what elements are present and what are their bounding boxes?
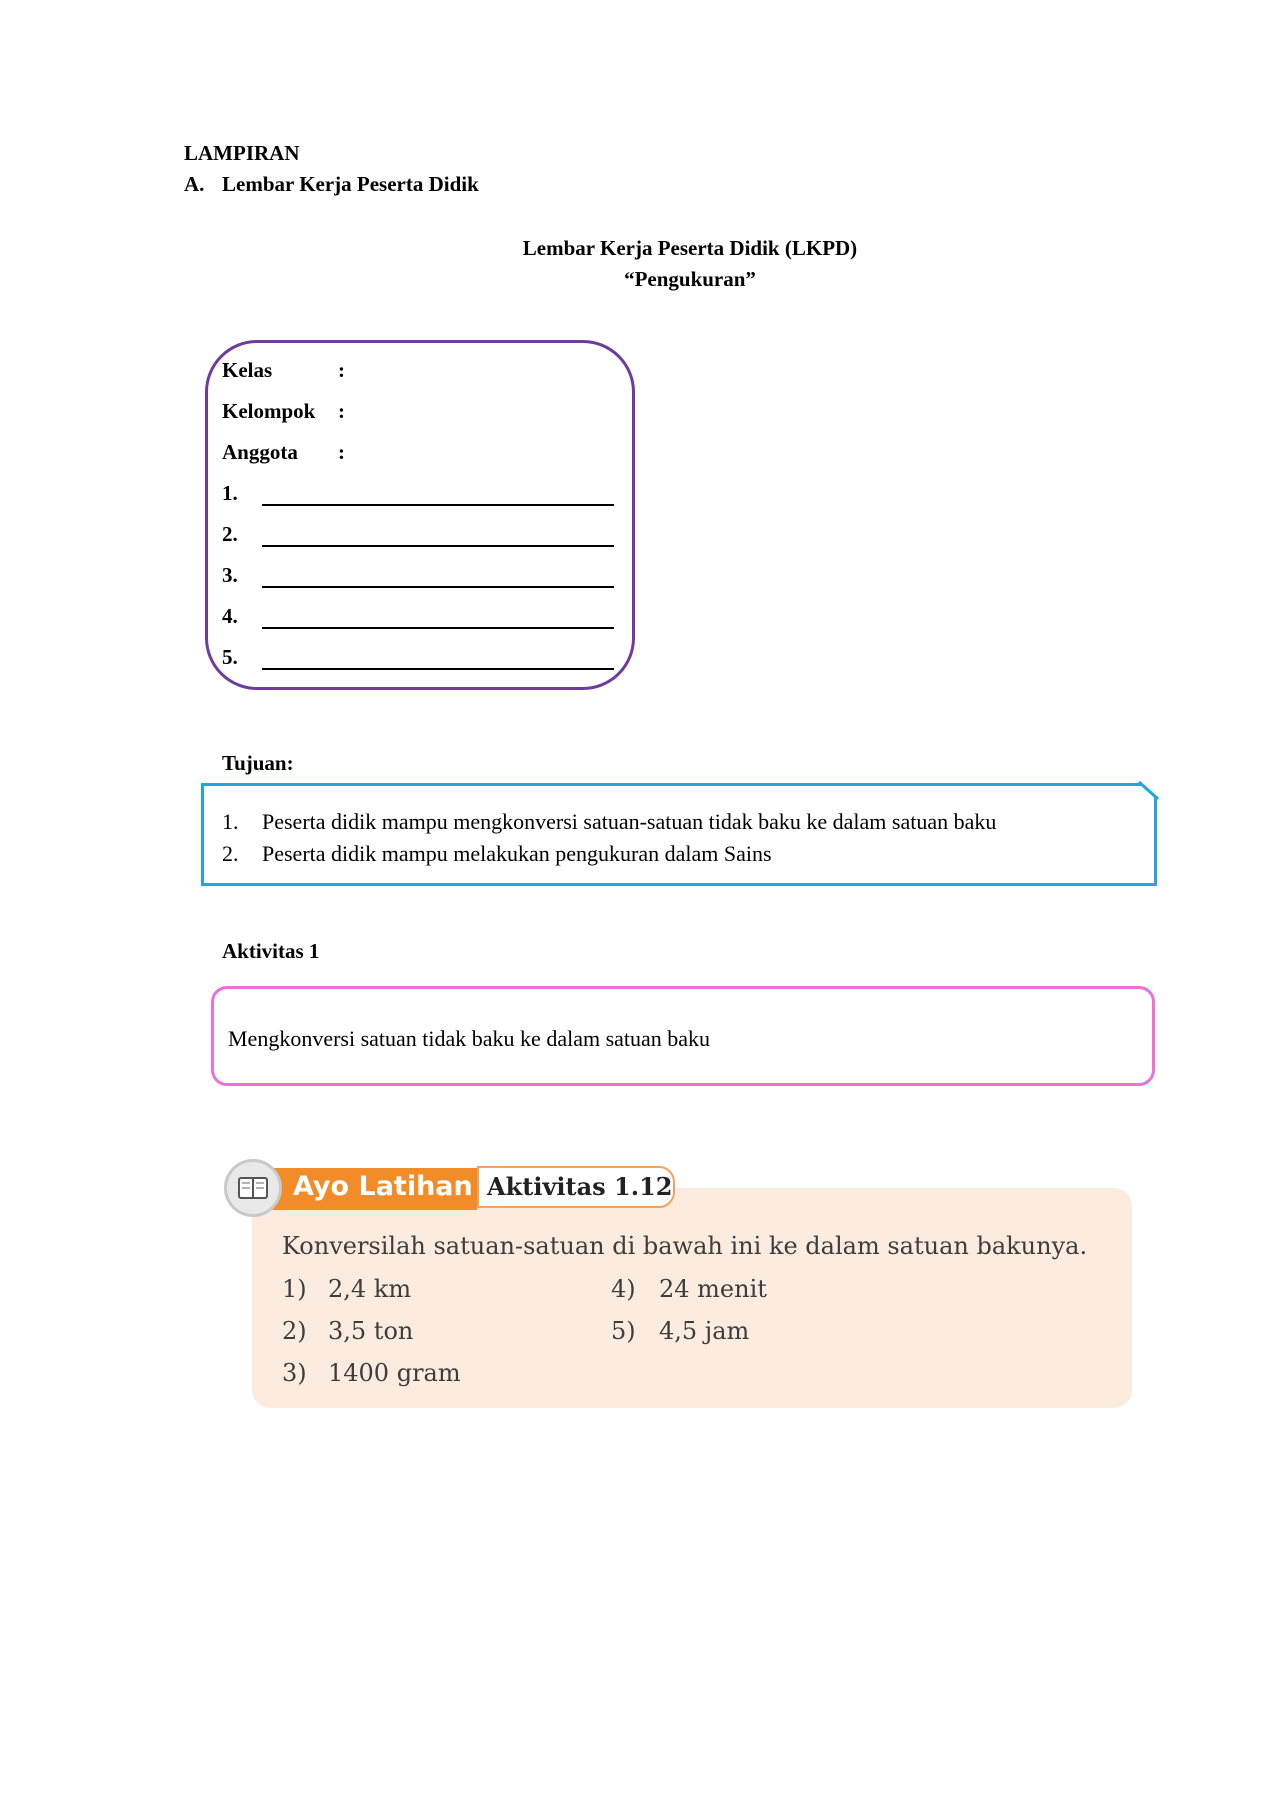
member-line[interactable] — [262, 504, 614, 506]
field-kelompok-colon: : — [338, 399, 345, 423]
book-icon — [224, 1159, 282, 1217]
member-line[interactable] — [262, 545, 614, 547]
member-line[interactable] — [262, 586, 614, 588]
tujuan-heading: Tujuan: — [222, 751, 294, 775]
member-number: 1. — [222, 481, 238, 505]
latihan-item: 2) 3,5 ton — [282, 1317, 414, 1345]
lkpd-title: Lembar Kerja Peserta Didik (LKPD) — [522, 236, 858, 260]
latihan-item: 1) 2,4 km — [282, 1275, 412, 1303]
section-letter: A. — [184, 172, 205, 196]
member-number: 5. — [222, 645, 238, 669]
tujuan-item: 1. Peserta didik mampu mengkonversi satuan-satuan tidak baku ke dalam satuan baku — [222, 809, 997, 834]
latihan-instruction: Konversilah satuan-satuan di bawah ini ke dalam satuan bakunya. — [282, 1232, 1088, 1260]
member-line[interactable] — [262, 627, 614, 629]
tujuan-box-corner — [1138, 781, 1160, 803]
section-heading — [184, 171, 479, 197]
tujuan-item: 2. Peserta didik mampu melakukan pengukuran dalam Sains — [222, 841, 772, 866]
field-kelas-label: Kelas — [222, 358, 273, 382]
section-title: Lembar Kerja Peserta Didik — [222, 172, 479, 196]
latihan-item: 3) 1400 gram — [282, 1359, 461, 1387]
latihan-item: 5) 4,5 jam — [611, 1317, 750, 1345]
aktivitas-description: Mengkonversi satuan tidak baku ke dalam satuan baku — [228, 1026, 711, 1051]
identity-box — [205, 340, 635, 690]
member-line[interactable] — [262, 668, 614, 670]
member-number: 4. — [222, 604, 238, 628]
member-number: 3. — [222, 563, 238, 587]
lampiran-heading: LAMPIRAN — [184, 141, 300, 165]
latihan-banner-label: Ayo Latihan — [293, 1171, 473, 1202]
latihan-activity-label: Aktivitas 1.12 — [487, 1172, 673, 1201]
aktivitas-heading: Aktivitas 1 — [222, 939, 320, 963]
field-anggota-colon: : — [338, 440, 345, 464]
field-kelompok-label: Kelompok — [222, 399, 316, 423]
latihan-item: 4) 24 menit — [611, 1275, 767, 1303]
field-kelas-colon: : — [338, 358, 345, 382]
member-number: 2. — [222, 522, 238, 546]
lkpd-subtitle: “Pengukuran” — [624, 267, 756, 291]
field-anggota-label: Anggota — [222, 440, 298, 464]
